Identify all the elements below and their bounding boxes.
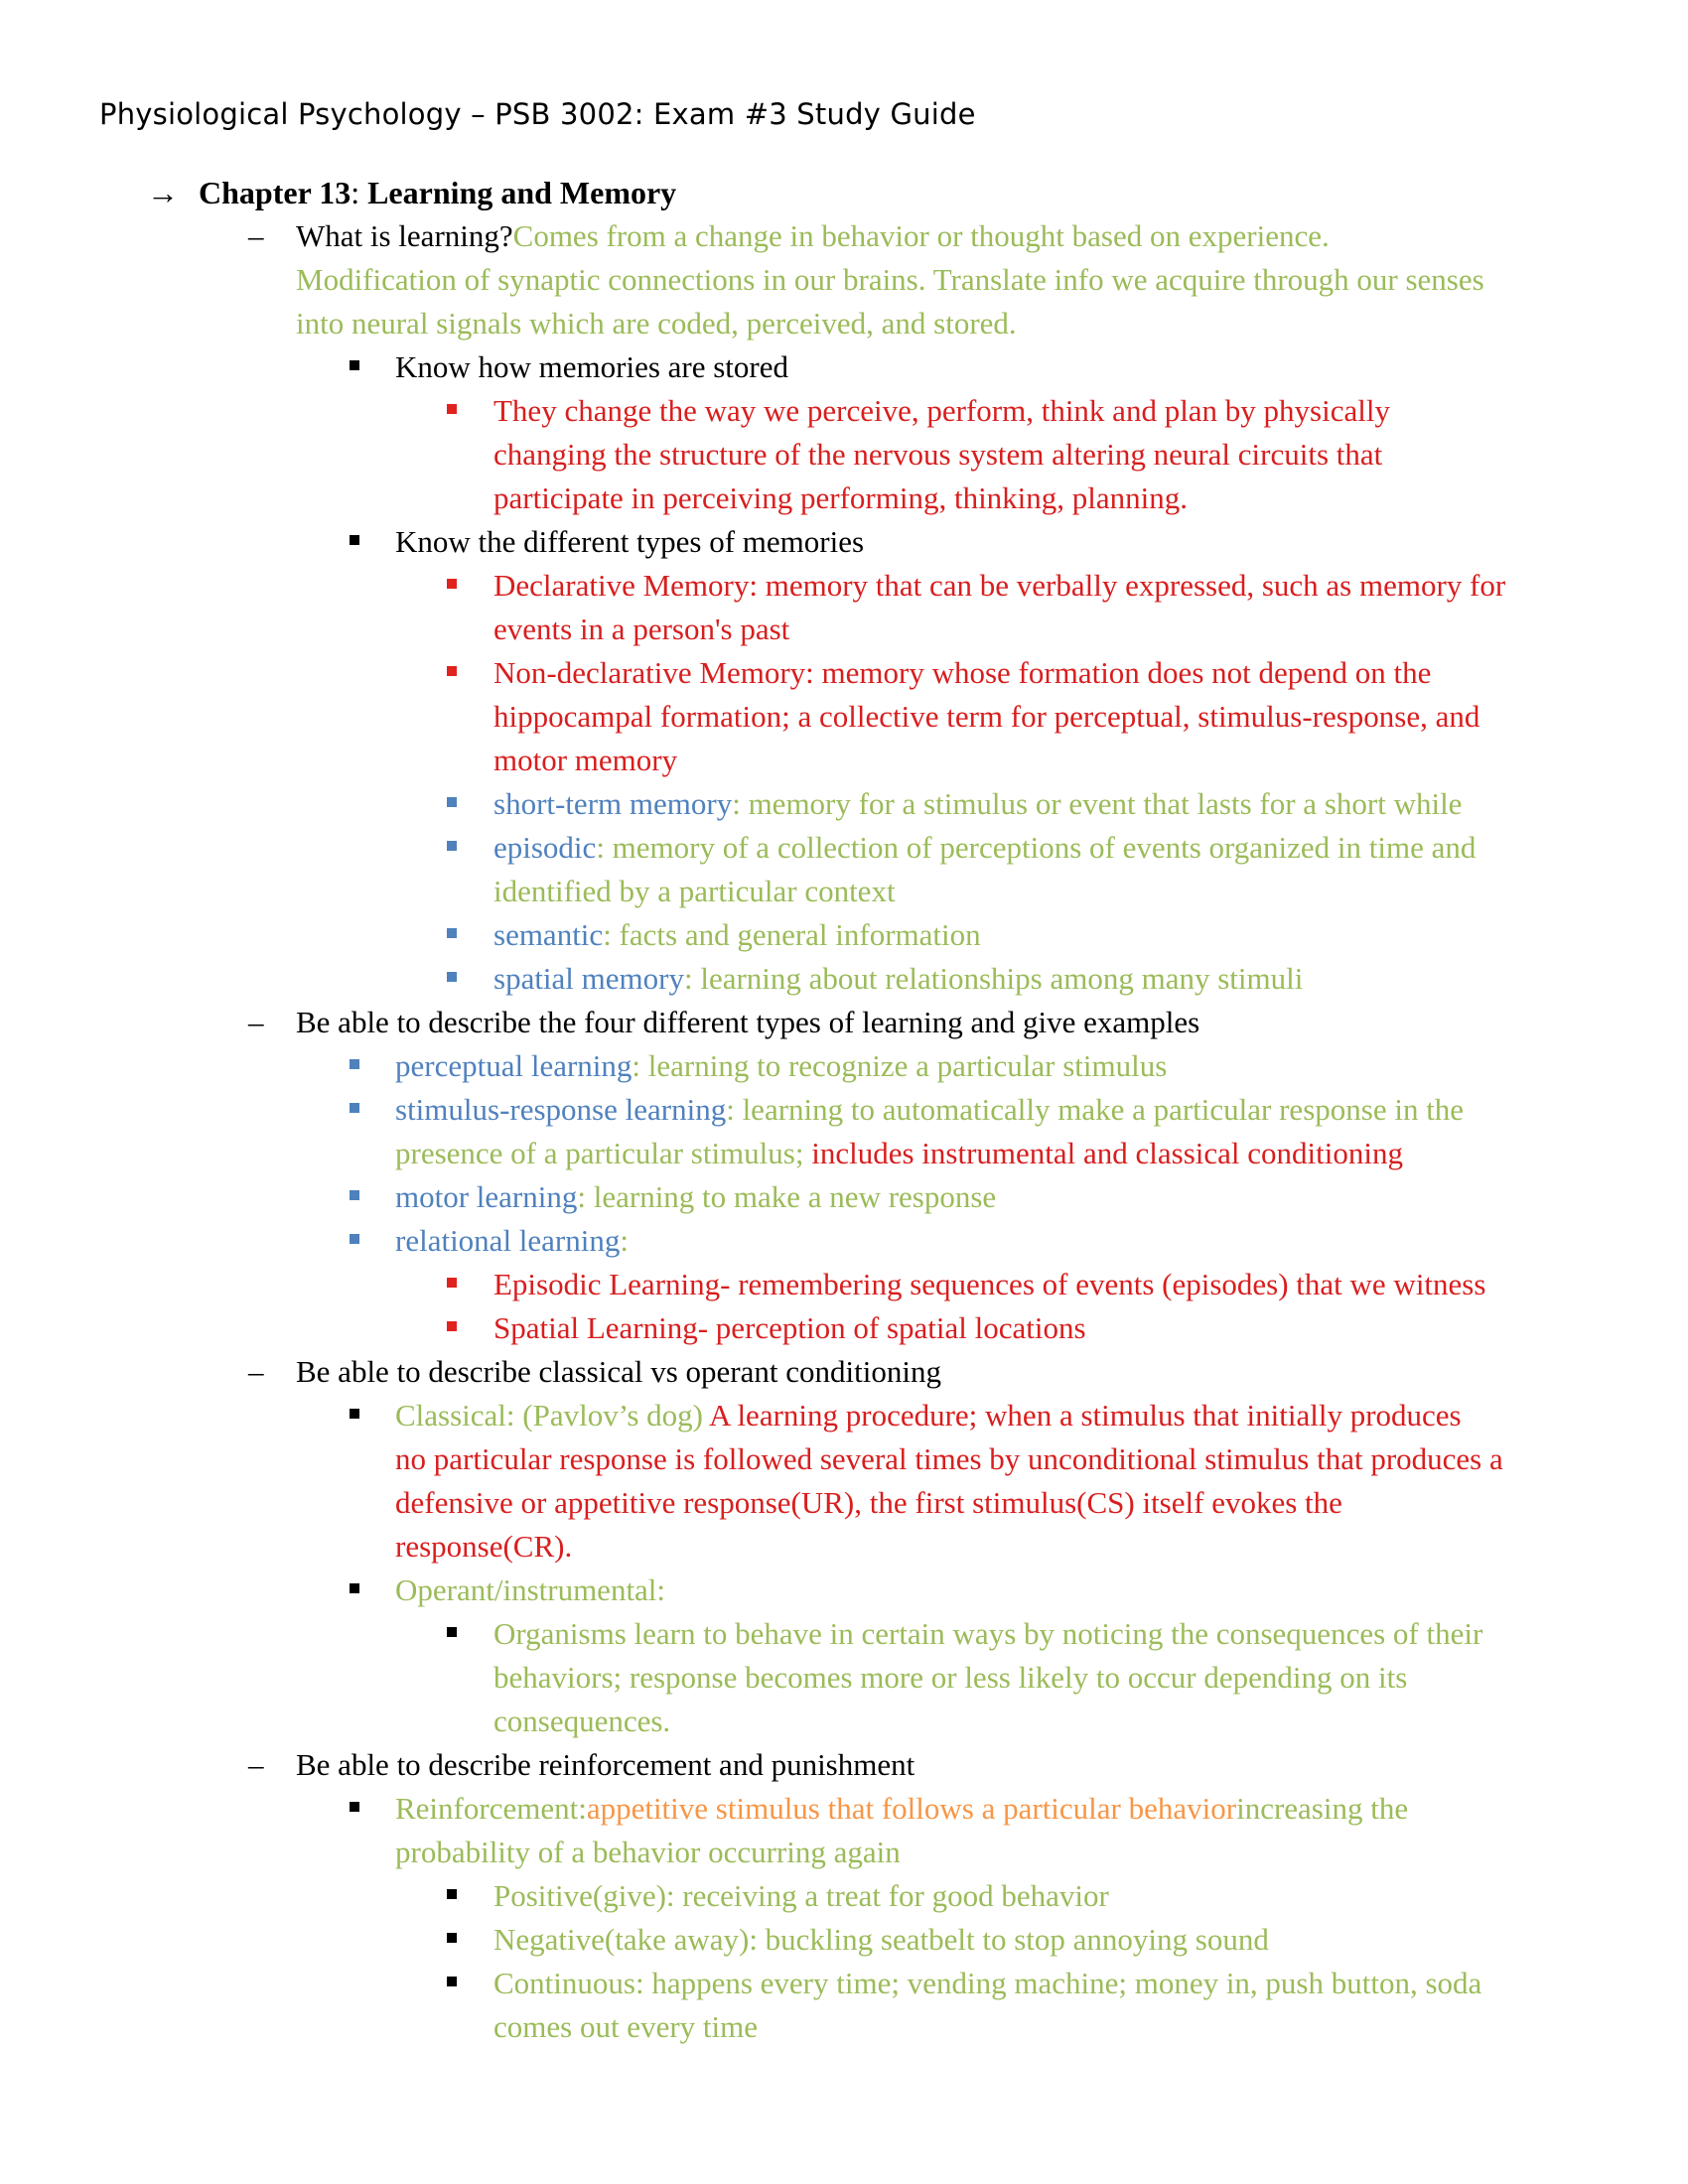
definition: : learning about relationships among many stimuli bbox=[683, 961, 1304, 996]
bullet-square bbox=[350, 535, 359, 545]
note-line: events in a person's past bbox=[493, 612, 790, 646]
bullet-square bbox=[447, 579, 457, 589]
definition: : bbox=[620, 1223, 629, 1258]
bullet-square bbox=[447, 972, 457, 982]
negative-reinforcement: Negative(take away): buckling seatbelt to stop annoying sound bbox=[493, 1922, 1269, 1957]
note-line: They change the way we perceive, perform, think and plan by physically bbox=[493, 393, 1390, 428]
dash-marker: – bbox=[248, 218, 264, 253]
note-line: Declarative Memory: memory that can be verbally expressed, such as memory for bbox=[493, 568, 1506, 603]
bullet-square bbox=[350, 1234, 359, 1244]
bullet-square bbox=[447, 666, 457, 676]
term: relational learning bbox=[395, 1223, 621, 1258]
note-line: Organisms learn to behave in certain ways by noticing the consequences of their bbox=[493, 1616, 1483, 1651]
note-line: comes out every time bbox=[493, 2009, 758, 2044]
definition-rest: increasing the bbox=[1236, 1791, 1409, 1826]
definition-line: identified by a particular context bbox=[493, 874, 896, 908]
term-stimulus-response-learning bbox=[395, 1088, 1464, 1132]
definition-line: probability of a behavior occurring again bbox=[395, 1835, 901, 1869]
dash-marker: – bbox=[248, 1005, 264, 1039]
term-spatial-memory bbox=[493, 957, 1303, 1001]
term-semantic bbox=[493, 913, 981, 957]
term-short-term-memory bbox=[493, 782, 1462, 826]
note-episodic-learning: Episodic Learning- remembering sequences of events (episodes) that we witness bbox=[493, 1267, 1486, 1301]
continuous-reinforcement: Continuous: happens every time; vending machine; money in, push button, soda bbox=[493, 1966, 1482, 2000]
note-line: no particular response is followed several times by unconditional stimulus that produces a bbox=[395, 1441, 1503, 1476]
bullet-square bbox=[447, 404, 457, 414]
bullet-square bbox=[447, 1933, 457, 1943]
definition: : learning to automatically make a particular response in the bbox=[726, 1092, 1465, 1127]
bullet-square bbox=[447, 797, 457, 807]
bullet-square bbox=[350, 1583, 359, 1593]
note-spatial-learning: Spatial Learning- perception of spatial locations bbox=[493, 1310, 1086, 1345]
term: stimulus-response learning bbox=[395, 1092, 727, 1127]
definition: : facts and general information bbox=[603, 917, 981, 952]
question-text: What is learning? bbox=[296, 218, 513, 253]
term: short-term memory bbox=[493, 786, 733, 821]
answer-line: Modification of synaptic connections in our brains. Translate info we acquire through our senses bbox=[296, 262, 1484, 297]
term-episodic bbox=[493, 826, 1476, 870]
definition: : learning to recognize a particular stimulus bbox=[632, 1048, 1168, 1083]
bullet-square bbox=[447, 1278, 457, 1288]
operant-label: Operant/instrumental: bbox=[395, 1572, 666, 1607]
term: episodic bbox=[493, 830, 597, 865]
note-line: Non-declarative Memory: memory whose formation does not depend on the bbox=[493, 655, 1432, 690]
chapter-sep: : bbox=[351, 175, 368, 210]
note-line: changing the structure of the nervous system altering neural circuits that bbox=[493, 437, 1383, 472]
bullet-square bbox=[350, 1103, 359, 1113]
bullet-square bbox=[447, 1977, 457, 1986]
positive-reinforcement: Positive(give): receiving a treat for good behavior bbox=[493, 1878, 1109, 1913]
bullet-square bbox=[350, 1409, 359, 1419]
note-line: defensive or appetitive response(UR), the first stimulus(CS) itself evokes the bbox=[395, 1485, 1342, 1520]
chapter-heading bbox=[147, 171, 676, 214]
subtopic-memories-stored: Know how memories are stored bbox=[395, 349, 789, 384]
bullet-square bbox=[350, 1802, 359, 1812]
note-line: hippocampal formation; a collective term for perceptual, stimulus-response, and bbox=[493, 699, 1480, 734]
reinforcement bbox=[395, 1787, 1408, 1831]
question-what-is-learning bbox=[296, 214, 1330, 258]
definition-line bbox=[395, 1132, 1403, 1175]
definition: appetitive stimulus that follows a particular behavior bbox=[586, 1791, 1237, 1826]
dash-marker: – bbox=[248, 1747, 264, 1782]
note-line: consequences. bbox=[493, 1704, 671, 1738]
bullet-square bbox=[447, 1321, 457, 1331]
definition: : memory for a stimulus or event that lasts for a short while bbox=[732, 786, 1463, 821]
answer-text: Comes from a change in behavior or thought based on experience. bbox=[512, 218, 1330, 253]
term-perceptual-learning bbox=[395, 1044, 1167, 1088]
note-line: behaviors; response becomes more or less likely to occur depending on its bbox=[493, 1660, 1408, 1695]
term: perceptual learning bbox=[395, 1048, 633, 1083]
bullet-square bbox=[447, 928, 457, 938]
dash-marker: – bbox=[248, 1354, 264, 1389]
arrow-icon: → bbox=[147, 175, 179, 210]
answer-line: into neural signals which are coded, perceived, and stored. bbox=[296, 306, 1017, 341]
chapter-name: Learning and Memory bbox=[367, 175, 677, 210]
page-title: Physiological Psychology – PSB 3002: Exam #3 Study Guide bbox=[99, 97, 976, 131]
bullet-square bbox=[447, 1889, 457, 1899]
label: Classical: (Pavlov’s dog) bbox=[395, 1398, 710, 1433]
note: A learning procedure; when a stimulus that initially produces bbox=[709, 1398, 1462, 1433]
term: motor learning bbox=[395, 1179, 578, 1214]
term: semantic bbox=[493, 917, 604, 952]
note-line: participate in perceiving performing, thinking, planning. bbox=[493, 480, 1189, 515]
definition: : memory of a collection of perceptions of events organized in time and bbox=[596, 830, 1477, 865]
bullet-square bbox=[350, 1059, 359, 1069]
label: Reinforcement: bbox=[395, 1791, 587, 1826]
bullet-square bbox=[350, 360, 359, 370]
term-relational-learning bbox=[395, 1219, 629, 1263]
note: includes instrumental and classical conditioning bbox=[803, 1136, 1403, 1170]
term-motor-learning bbox=[395, 1175, 996, 1219]
bullet-square bbox=[447, 841, 457, 851]
definition: : learning to make a new response bbox=[577, 1179, 997, 1214]
chapter-label: Chapter 13 bbox=[199, 175, 352, 210]
classical-conditioning bbox=[395, 1394, 1462, 1437]
definition: presence of a particular stimulus; bbox=[395, 1136, 804, 1170]
bullet-square bbox=[447, 1627, 457, 1637]
bullet-square bbox=[350, 1190, 359, 1200]
subtopic-memory-types: Know the different types of memories bbox=[395, 524, 865, 559]
term: spatial memory bbox=[493, 961, 684, 996]
question-conditioning: Be able to describe classical vs operant conditioning bbox=[296, 1354, 941, 1389]
question-reinforcement: Be able to describe reinforcement and punishment bbox=[296, 1747, 915, 1782]
note-line: motor memory bbox=[493, 743, 678, 777]
note-line: response(CR). bbox=[395, 1529, 573, 1564]
question-types-of-learning: Be able to describe the four different types of learning and give examples bbox=[296, 1005, 1200, 1039]
